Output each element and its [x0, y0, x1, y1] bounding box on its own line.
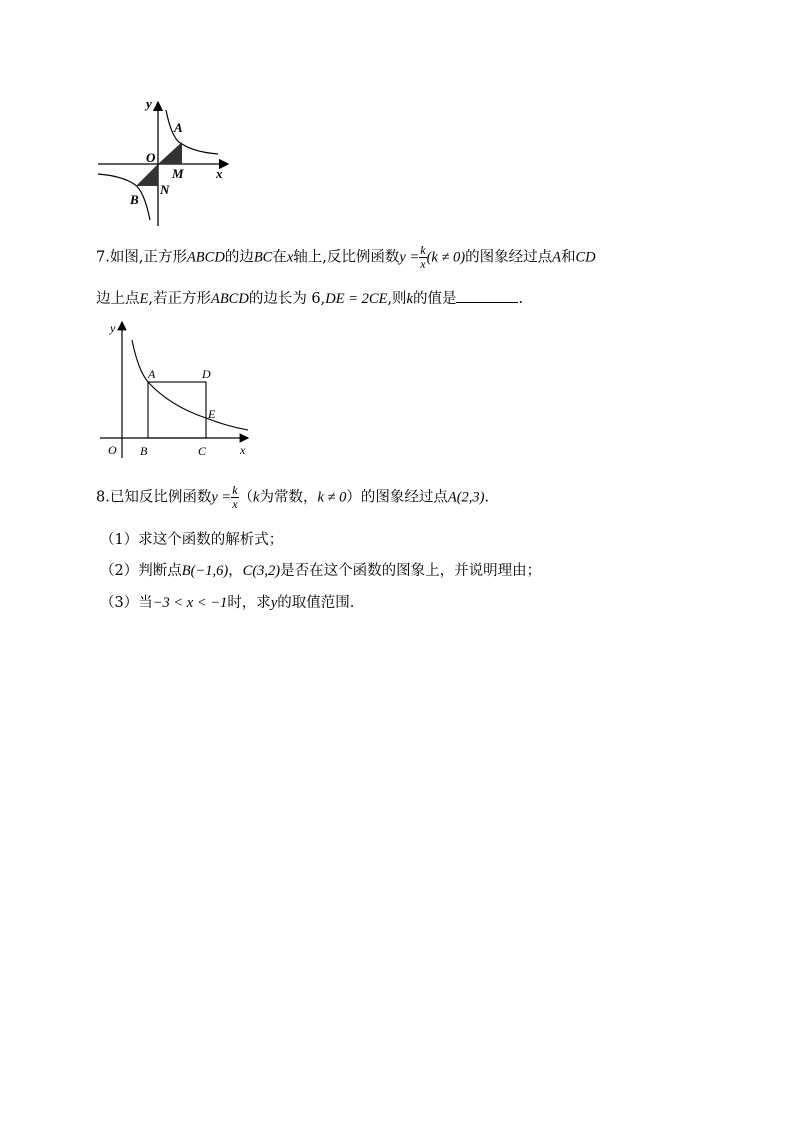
label-y: y [146, 96, 152, 111]
shaded-triangle-oam [158, 142, 182, 164]
label-m: M [172, 166, 184, 181]
label-d: D [202, 367, 211, 381]
figure-2-square-hyperbola [98, 318, 256, 460]
q8-stem: 8.已知反比例函数y = $\frac{k}{x}$ （k为常数，k ≠ 0）的图象经过点A(2,3). [96, 483, 490, 511]
figure-1-hyperbola-triangles [94, 96, 239, 232]
hyperbola-curve [132, 340, 248, 430]
q7-line-1: 7.如图,正方形ABCD的边BC在x轴上,反比例函数y = $\frac{k}{x}$ (k ≠ 0)的图象经过点A和CD [96, 243, 596, 271]
shaded-triangle-obn [136, 164, 158, 186]
q8-number: 8. [96, 489, 110, 506]
q7-answer-blank[interactable] [456, 288, 518, 303]
label-e: E [208, 407, 216, 421]
label-a: A [174, 120, 183, 135]
label-b: B [140, 444, 148, 458]
q7-line-2: 边上点E,若正方形ABCD的边长为 6,DE = 2CE,则k的值是 . [96, 288, 523, 310]
label-a: A [148, 367, 156, 381]
q8-fraction: $\frac{k}{x}$ [232, 483, 238, 511]
label-x: x [240, 443, 246, 457]
label-b: B [130, 192, 139, 207]
q8-part-1: （1）求这个函数的解析式； [100, 532, 284, 548]
label-y: y [110, 321, 116, 335]
label-o: O [108, 443, 117, 457]
label-o: O [146, 150, 156, 165]
label-x: x [216, 166, 223, 181]
q8-part-3: （3）当−3 < x < −1时，求y的取值范围. [100, 595, 355, 611]
q7-fraction: $\frac{k}{x}$ [420, 243, 426, 271]
q8-part-2: （2）判断点B(−1,6)，C(3,2)是否在这个函数的图象上，并说明理由； [100, 563, 542, 579]
label-n: N [160, 182, 170, 197]
label-c: C [198, 444, 207, 458]
q7-number: 7. [96, 249, 110, 266]
